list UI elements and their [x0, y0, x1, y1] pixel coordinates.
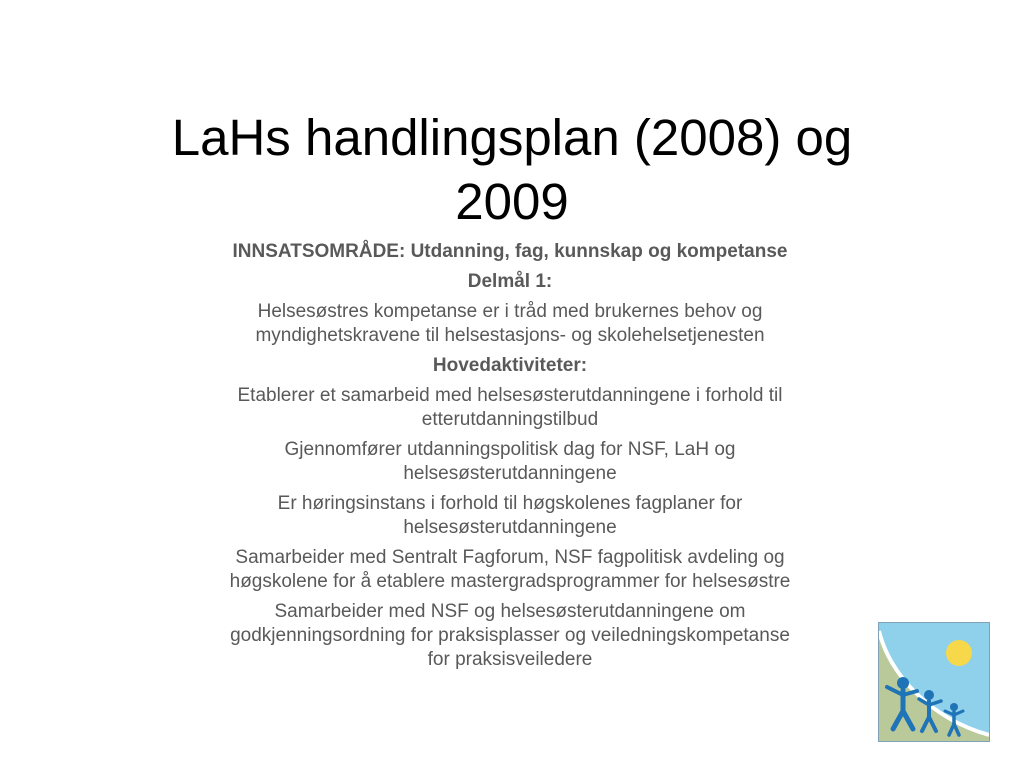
innsats-label: INNSATSOMRÅDE:: [232, 241, 406, 262]
slide-title: [90, 106, 934, 234]
delmal-label: Delmål 1:: [467, 271, 553, 292]
lah-logo-icon: [878, 622, 990, 742]
activity-item: [120, 600, 900, 672]
logo-sun: [946, 640, 972, 666]
activity-line: Er høringsinstans i forhold til høgskolenes fagplaner for: [277, 493, 743, 514]
activity-line: godkjenningsordning for praksisplasser og veiledningskompetanse: [230, 625, 790, 646]
activity-item: [120, 546, 900, 594]
activity-item: [120, 384, 900, 432]
delmal-text-line-2: myndighetskravene til helsestasjons- og skolehelsetjenesten: [255, 325, 765, 346]
innsats-value: Utdanning, fag, kunnskap og kompetanse: [405, 241, 788, 262]
delmal-text: [120, 300, 900, 348]
innsats-line: [120, 240, 900, 264]
activity-item: [120, 492, 900, 540]
activity-line: etterutdanningstilbud: [421, 409, 599, 430]
activity-line: Etablerer et samarbeid med helsesøsterutdanningene i forhold til: [237, 385, 783, 406]
delmal-text-line-1: Helsesøstres kompetanse er i tråd med brukernes behov og: [257, 301, 763, 322]
activity-line: Gjennomfører utdanningspolitisk dag for NSF, LaH og: [284, 439, 736, 460]
activity-item: [120, 438, 900, 486]
slide-content: [120, 240, 900, 678]
activity-line: Samarbeider med NSF og helsesøsterutdanningene om: [274, 601, 746, 622]
activity-line: høgskolene for å etablere mastergradsprogrammer for helsesøstre: [229, 571, 791, 592]
activity-line: helsesøsterutdanningene: [403, 517, 617, 538]
activity-line: for praksisveiledere: [427, 649, 593, 670]
activity-line: helsesøsterutdanningene: [403, 463, 617, 484]
activity-line: Samarbeider med Sentralt Fagforum, NSF fagpolitisk avdeling og: [235, 547, 785, 568]
title-line-2: 2009: [455, 173, 569, 231]
title-line-1: LaHs handlingsplan (2008) og: [171, 109, 853, 167]
hoved-label: Hovedaktiviteter:: [432, 355, 588, 376]
